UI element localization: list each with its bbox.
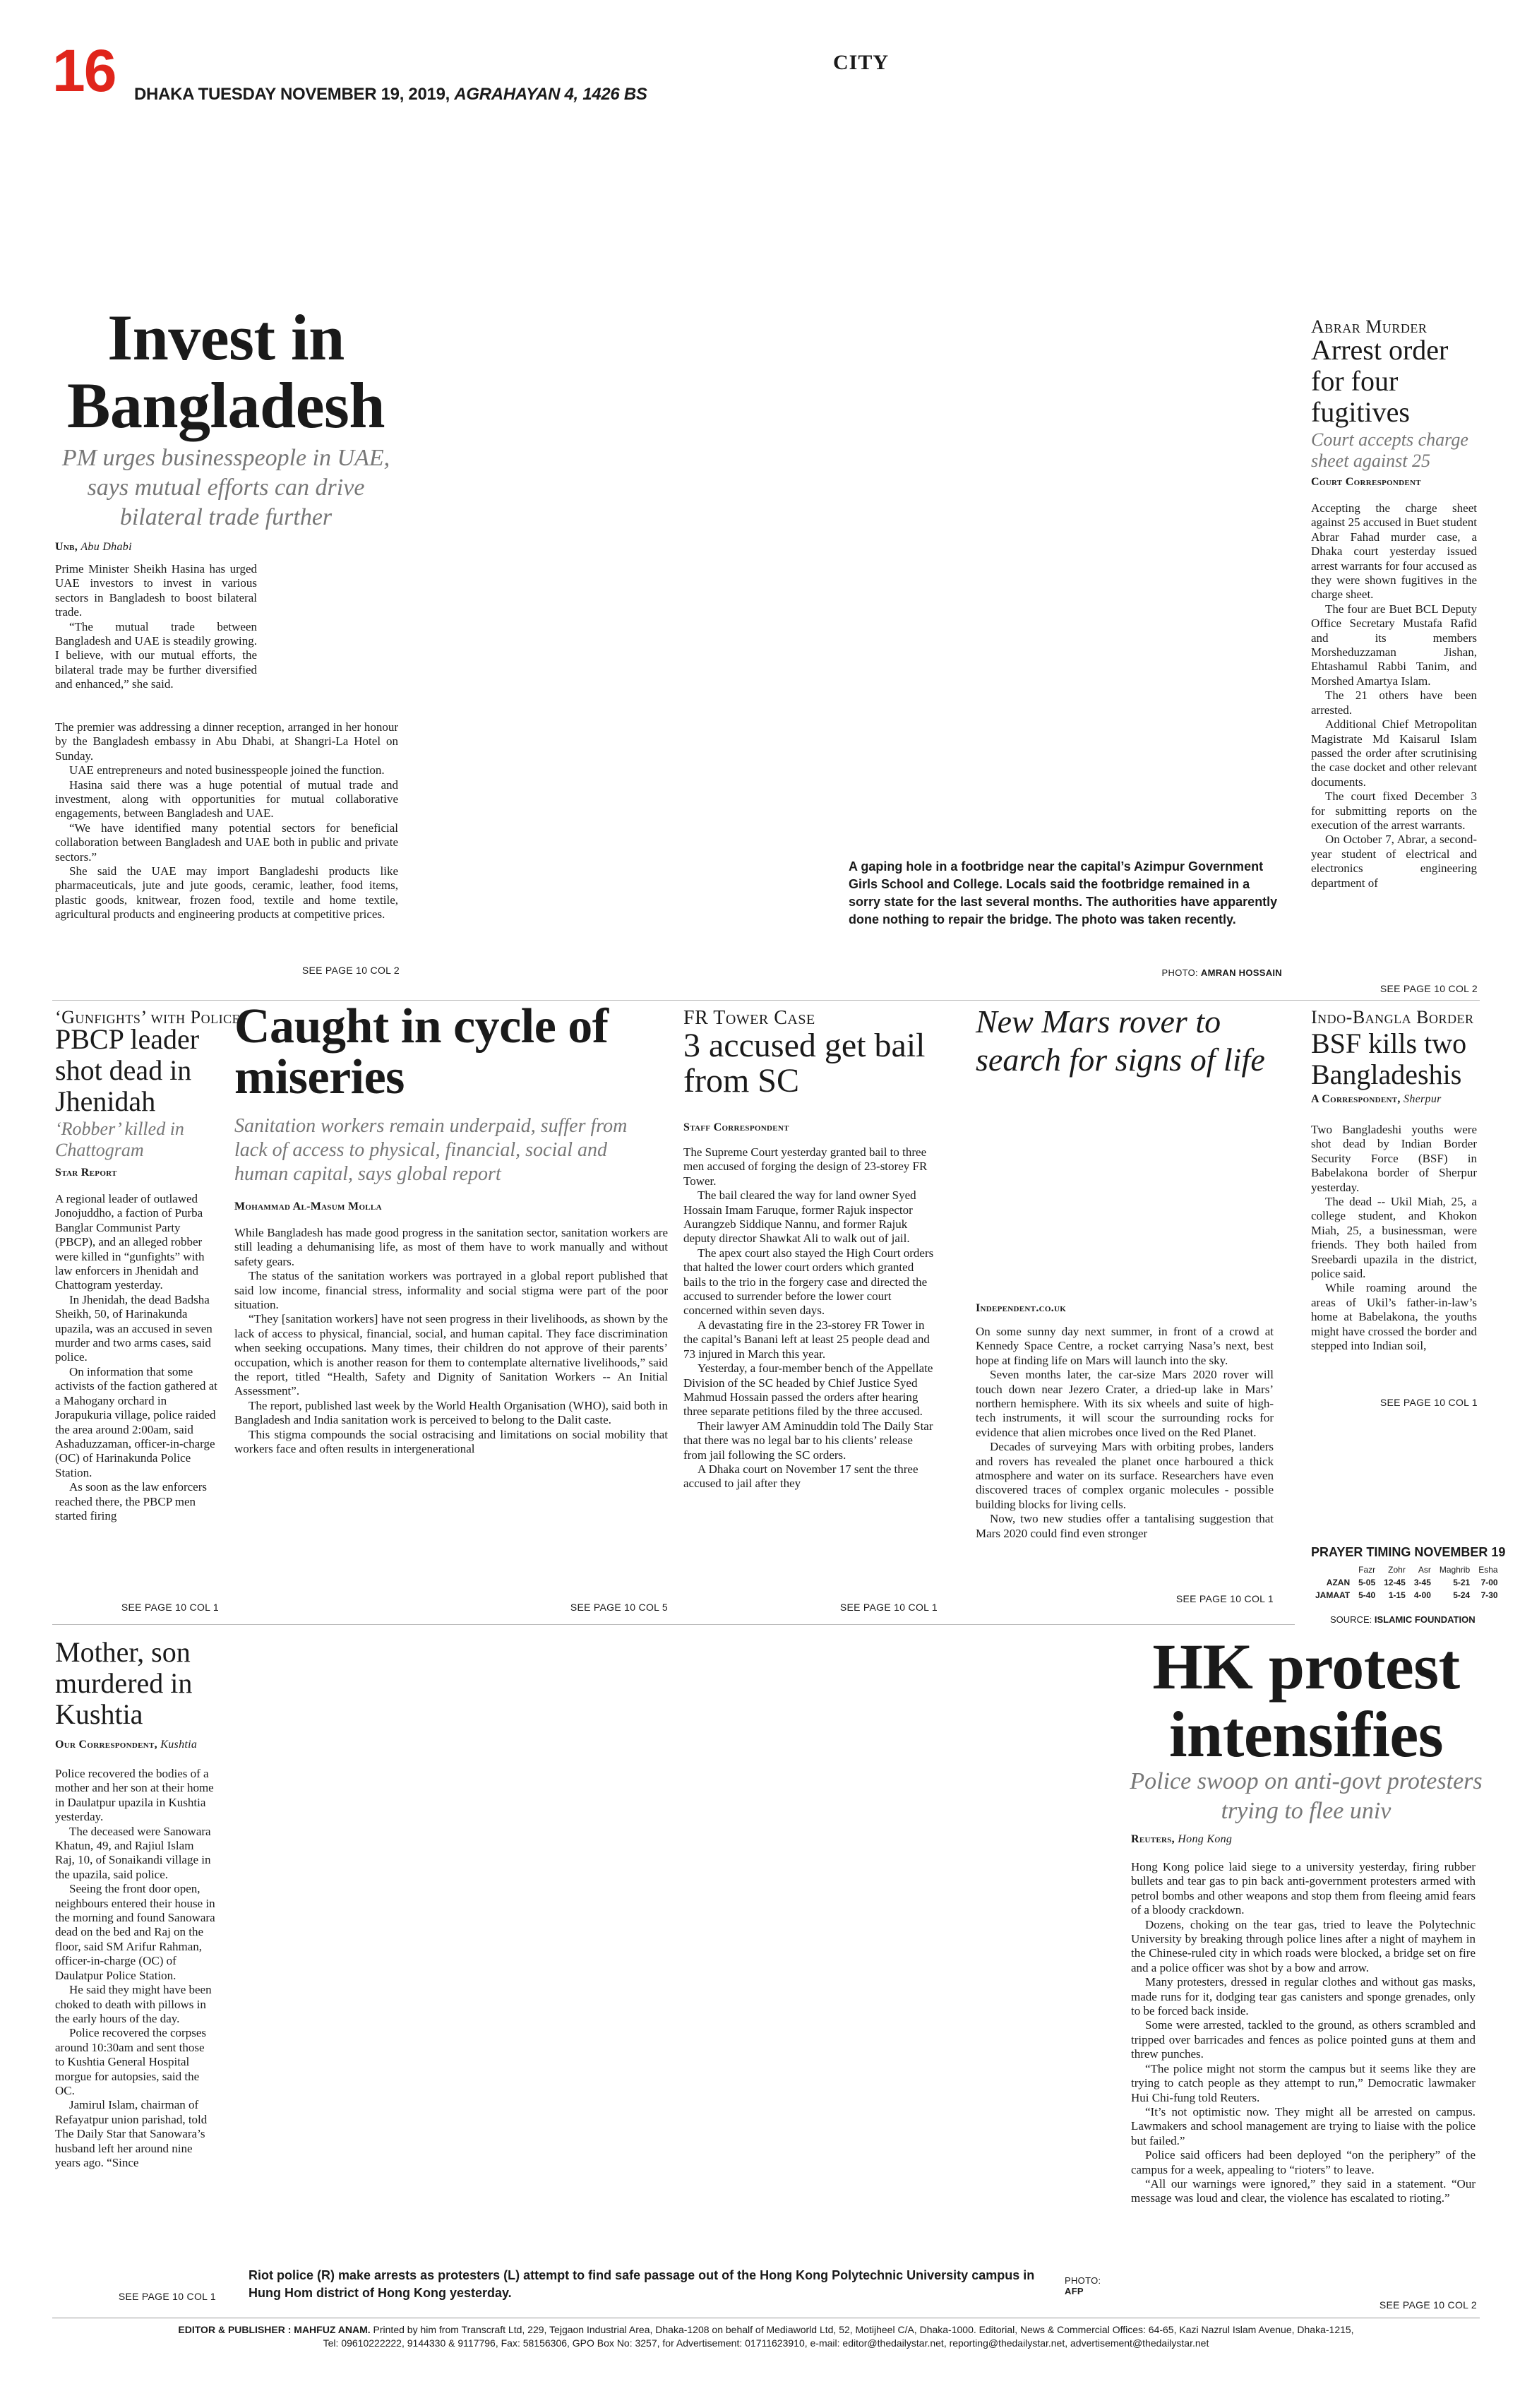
photo-credit-name: AFP — [1065, 2286, 1084, 2296]
sanitation-paragraph: “They [sanitation workers] have not seen progress in their livelihoods, as shown by the lack of access to physical, financial, social, and human capital. They face discrimination when seeking occupations. Many times, their children do not approve of their parents’ occupation, which is another reason for them to contemplate alternative livelihoods,” said the report, titled “Health, Safety and Dignity of Sanitation Workers -- An Initial Assessment”. — [234, 1312, 668, 1398]
hk-jump-line[interactable]: SEE PAGE 10 COL 2 — [1379, 2299, 1477, 2311]
invest-headline — [49, 304, 402, 439]
sanitation-jump-line[interactable]: SEE PAGE 10 COL 5 — [570, 1602, 668, 1613]
sanitation-headline: Caught in cycle of miseries — [234, 999, 609, 1104]
fr-tower-byline: Staff Correspondent — [683, 1121, 789, 1133]
prayer-cell: 5-24 — [1453, 1590, 1471, 1600]
invest-paragraph: “We have identified many potential sectors for beneficial collaboration between Bangladesh and UAE both in public and private sectors.” — [55, 821, 398, 864]
footbridge-photo-credit — [1115, 967, 1282, 978]
hk-paragraph: Hong Kong police laid siege to a university yesterday, firing rubber bullets and tear gas to pin back anti-government protesters armed with petrol bombs and other weapons and stop them from fleeing amid fears of a bloody crackdown. — [1131, 1860, 1476, 1917]
sanitation-paragraph: The status of the sanitation workers was portrayed in a global report published that said low income, financial stress, informality and social stigma were part of the poor situation. — [234, 1269, 668, 1312]
mars-paragraph: On some sunny day next summer, in front of a crowd at Kennedy Space Centre, a rocket carrying Nasa’s next, best hope at finding life on Mars will launch into the sky. — [976, 1325, 1274, 1367]
abrar-paragraph: Additional Chief Metropolitan Magistrate Md Kaisarul Islam passed the order after scrutinising the case docket and other relevant documents. — [1311, 717, 1477, 789]
fr-tower-jump-line[interactable]: SEE PAGE 10 COL 1 — [839, 1602, 938, 1613]
footer-line-1 — [52, 2323, 1480, 2337]
prayer-title: PRAYER TIMING NOVEMBER 19 — [1311, 1545, 1506, 1559]
dateline-date: DHAKA TUESDAY NOVEMBER 19, 2019, — [134, 85, 450, 104]
prayer-table — [1311, 1563, 1502, 1602]
bsf-paragraph: While roaming around the areas of Ukil’s father-in-law’s home at Babelakona, the youths might have crossed the border and stepped into Indian soil, — [1311, 1281, 1477, 1353]
pbcp-jump-line[interactable]: SEE PAGE 10 COL 1 — [121, 1602, 219, 1613]
invest-body-col1 — [55, 562, 257, 719]
mars-paragraph: Now, two new studies offer a tantalising suggestion that Mars 2020 could find even stronger — [976, 1512, 1274, 1540]
mars-body — [976, 1325, 1274, 1599]
pbcp-paragraph: A regional leader of outlawed Jonojuddho, a faction of Purba Banglar Communist Party (PBCP), and an alleged robber were killed in “gunfights” with law enforcers in Jhenidah and Chattogram yesterday. — [55, 1192, 205, 1292]
hk-protest-image — [240, 1638, 1130, 2260]
prayer-cell: 7-00 — [1480, 1578, 1498, 1587]
hk-byline-location: Hong Kong — [1178, 1833, 1233, 1845]
dateline-bangla: AGRAHAYAN 4, 1426 BS — [454, 85, 647, 104]
fr-tower-paragraph: The apex court also stayed the High Court orders that halted the lower court orders which granted bails to the trio in the forgery case and directed the accused to surrender before the lower court concerned within seven days. — [683, 1246, 934, 1318]
prayer-cell: 7-30 — [1480, 1590, 1498, 1600]
pbcp-paragraph: In Jhenidah, the dead Badsha Sheikh, 50, of Harinakunda upazila, was an accused in seven murder and two arms cases, said police. — [55, 1292, 213, 1364]
mars-paragraph: Seven months later, the car-size Mars 2020 rover will touch down near Jezero Crater, a dried-up lake in Mars’ northern hemisphere. With its six wheels and suite of high-tech instruments, it will scour the surrounding rocks for evidence that alien microbes once lived on the Red Planet. — [976, 1368, 1274, 1439]
prayer-cell: 1-15 — [1388, 1590, 1406, 1600]
mars-byline: Independent.co.uk — [976, 1302, 1067, 1314]
hk-paragraph: Some were arrested, tackled to the ground, as others scrambled and tripped over barricades and fences as police pointed guns at them and threw punches. — [1131, 2018, 1476, 2061]
page-number: 16 — [52, 37, 116, 104]
bsf-byline-location: Sherpur — [1404, 1093, 1442, 1105]
pbcp-paragraph: On information that some activists of the faction gathered at a Mahogany orchard in Jorapukuria village, police raided the area around 2:00am, said Ashaduzzaman, officer-in-charge (OC) of Harinakunda Police Station. — [55, 1364, 217, 1479]
footer-imprint — [52, 2323, 1480, 2350]
invest-headline-line-1: Invest in — [107, 302, 345, 374]
section-name: CITY — [833, 51, 890, 74]
pbcp-deck: ‘Robber’ killed in Chattogram — [55, 1119, 184, 1160]
hk-body — [1131, 1860, 1476, 2296]
bsf-paragraph: The dead -- Ukil Miah, 25, a college student, and Khokon Miah, 25, a businessman, were friends. They both hailed from Sreebardi upazila in the district, police said. — [1311, 1195, 1477, 1281]
abrar-byline: Court Correspondent — [1311, 476, 1421, 488]
kushtia-paragraph: The deceased were Sanowara Khatun, 49, and Rajiul Islam Raj, 10, of Sonaikandi village in the upazila, said police. — [55, 1824, 211, 1881]
prayer-col-header: Esha — [1478, 1565, 1498, 1575]
sanitation-paragraph: This stigma compounds the social ostracising and limitations on social mobility that workers face and often results in intergenerational — [234, 1427, 668, 1456]
fr-tower-headline: 3 accused get bail from SC — [683, 1027, 926, 1099]
hk-paragraph: Dozens, choking on the tear gas, tried to leave the Polytechnic University by breaking through police lines after a night of mayhem in the Chinese-ruled city in which roads were blocked, a bridge set on fire and a police officer was shot by a bow and arrow. — [1131, 1917, 1476, 1974]
hk-paragraph: Many protesters, dressed in regular clothes and without gas masks, made runs for it, dodging tear gas canisters and sponge grenades, only to be forced back inside. — [1131, 1975, 1476, 2018]
prayer-cell: AZAN — [1326, 1578, 1351, 1587]
kushtia-byline-location: Kushtia — [160, 1739, 198, 1751]
prayer-header-row — [1311, 1563, 1502, 1576]
hk-headline-line-1: HK protest — [1152, 1631, 1460, 1703]
invest-paragraph: “The mutual trade between Bangladesh and UAE is steadily growing. I believe, with our mutual efforts, the bilateral trade may be further diversified and enhanced,” she said. — [55, 619, 257, 691]
prayer-col-header — [1311, 1563, 1354, 1576]
abrar-headline: Arrest order for four fugitives — [1311, 334, 1449, 428]
kushtia-paragraph: Police recovered the bodies of a mother and her son at their home in Daulatpur upazila in Kushtia yesterday. — [55, 1767, 214, 1824]
prayer-cell: 5-21 — [1453, 1578, 1471, 1587]
hk-paragraph: “All our warnings were ignored,” they said in a statement. “Our message was loud and clear, the violence has escalated to rioting.” — [1131, 2176, 1476, 2205]
bsf-jump-line[interactable]: SEE PAGE 10 COL 1 — [1380, 1397, 1478, 1408]
bsf-paragraph: Two Bangladeshi youths were shot dead by Indian Border Security Force (BSF) in Babelakona border of Sherpur yesterday. — [1311, 1123, 1477, 1194]
abrar-paragraph: On October 7, Abrar, a second-year student of electrical and electronics engineering department of — [1311, 833, 1477, 890]
invest-paragraph: Hasina said there was a huge potential of mutual trade and investment, along with opportunities for mutual collaborative engagements, between Bangladesh and UAE. — [55, 777, 398, 821]
prayer-cell: 5-05 — [1358, 1578, 1376, 1587]
fr-tower-kicker: FR Tower Case — [683, 1007, 815, 1029]
prayer-cell: 12-45 — [1384, 1578, 1406, 1587]
abrar-kicker: Abrar Murder — [1311, 316, 1428, 337]
invest-headline-line-2: Bangladesh — [66, 369, 385, 441]
photo-credit-label: PHOTO: — [1161, 967, 1198, 978]
prayer-source-label: SOURCE: — [1330, 1614, 1372, 1625]
section-divider — [52, 1624, 1295, 1625]
bsf-kicker: Indo-Bangla Border — [1311, 1007, 1474, 1027]
pbcp-headline: PBCP leader shot dead in Jhenidah — [55, 1023, 200, 1117]
hk-photo-caption: Riot police (R) make arrests as protesters (L) attempt to find safe passage out of the Hong Kong Polytechnic University campus in Hung Hom district of Hong Kong yesterday. — [249, 2268, 1035, 2300]
fr-tower-paragraph: Yesterday, a four-member bench of the Appellate Division of the SC headed by Chief Justice Syed Mahmud Hossain passed the orders after hearing three separate petitions filed by the three accused. — [683, 1361, 933, 1419]
invest-paragraph: Prime Minister Sheikh Hasina has urged UAE investors to invest in various sectors in Bangladesh to boost bilateral trade. — [55, 562, 257, 619]
bsf-byline-name: A Correspondent, — [1311, 1093, 1401, 1105]
kushtia-body — [55, 1767, 216, 2288]
invest-jump-line[interactable]: SEE PAGE 10 COL 2 — [301, 965, 400, 976]
fr-tower-paragraph: A devastating fire in the 23-storey FR Tower in the capital’s Banani left at least 25 people dead and 73 injured in March this year. — [683, 1318, 930, 1361]
mars-jump-line[interactable]: SEE PAGE 10 COL 1 — [1175, 1593, 1274, 1604]
footer-contacts: Tel: 09610222222, 9144330 & 9117796, Fax: 58156306, GPO Box No: 3257, for Advertisement: 01711623910, e-mail: editor@thedailystar.net, reporting@thedailystar.net, advertisement@thedailystar.net — [323, 2337, 1209, 2349]
fr-tower-body — [683, 1145, 938, 1599]
kushtia-paragraph: Police recovered the corpses around 10:30am and sent those to Kushtia General Hospital morgue for autopsies, said the OC. — [55, 2026, 206, 2097]
fr-tower-paragraph: The bail cleared the way for land owner Syed Hossain Imam Faruque, former Rajuk inspector Aurangzeb Siddique Nannu, and former Rajuk deputy director Shawkat Ali to walk out of jail. — [683, 1188, 916, 1246]
bsf-byline — [1311, 1093, 1442, 1106]
prayer-col-header: Zohr — [1388, 1565, 1406, 1575]
photo-credit-name: AMRAN HOSSAIN — [1200, 967, 1282, 978]
prayer-cell: JAMAAT — [1315, 1590, 1351, 1600]
mars-paragraph: Decades of surveying Mars with orbiting probes, landers and rovers has revealed the planet once harboured a thick atmosphere and water on its surface. Researchers have even discovered traces of complex organic molecules - possible building blocks for living cells. — [976, 1440, 1274, 1511]
abrar-jump-line[interactable]: SEE PAGE 10 COL 2 — [1380, 983, 1478, 994]
fr-tower-paragraph: The Supreme Court yesterday granted bail to three men accused of forging the design of 23-storey FR Tower. — [683, 1145, 928, 1188]
prayer-cell: 5-40 — [1358, 1590, 1376, 1600]
bsf-body — [1311, 1123, 1477, 1395]
hk-headline — [1130, 1633, 1483, 1768]
invest-byline — [55, 541, 132, 554]
pbcp-byline: Star Report — [55, 1167, 117, 1179]
prayer-row-jamaat — [1311, 1589, 1502, 1602]
abrar-paragraph: Accepting the charge sheet against 25 accused in Buet student Abrar Fahad murder case, a Dhaka court yesterday issued arrest warrants for four accused as they were shown fugitives in the charge sheet. — [1311, 501, 1477, 602]
hk-photo-credit — [1065, 2275, 1107, 2296]
kushtia-jump-line[interactable]: SEE PAGE 10 COL 1 — [118, 2291, 216, 2302]
kushtia-paragraph: Seeing the front door open, neighbours entered their house in the morning and found Sanowara dead on the bed and Raj on the floor, said SM Arifur Rahman, officer-in-charge (OC) of Daulatpur Police Station. — [55, 1882, 215, 1982]
prayer-source-name: ISLAMIC FOUNDATION — [1374, 1614, 1476, 1625]
pbcp-body — [55, 1192, 219, 1602]
sanitation-paragraph: The report, published last week by the World Health Organisation (WHO), said both in Bangladesh and India sanitation work is perceived to belong to the Dalit caste. — [234, 1398, 668, 1427]
sanitation-paragraph: While Bangladesh has made good progress in the sanitation sector, sanitation workers are still leading a dehumanising life, as most of them have to work manually and without safety gears. — [234, 1226, 668, 1268]
invest-body-wide — [55, 720, 398, 962]
invest-paragraph: UAE entrepreneurs and noted businesspeople joined the function. — [69, 763, 385, 777]
prayer-col-header: Maghrib — [1439, 1565, 1471, 1575]
dateline — [134, 85, 647, 105]
prayer-cell: 3-45 — [1413, 1578, 1431, 1587]
hk-byline-agency: Reuters, — [1131, 1833, 1175, 1845]
abrar-paragraph: The court fixed December 3 for submitting reports on the execution of the arrest warrants. — [1311, 789, 1477, 832]
kushtia-byline — [55, 1739, 197, 1751]
footbridge-caption: A gaping hole in a footbridge near the capital’s Azimpur Government Girls School and College. Locals said the footbridge remained in a sorry state for the last several months. The authorities have apparently done nothing to repair the bridge. The photo was taken recently. — [849, 859, 1278, 926]
footbridge-image — [424, 290, 1281, 847]
sanitation-body — [234, 1226, 668, 1600]
prayer-row-azan — [1311, 1576, 1502, 1589]
hk-paragraph: “The police might not storm the campus but it seems like they are trying to catch people as they attempt to run,” Democratic lawmaker Hui Chi-fung told Reuters. — [1131, 2061, 1476, 2104]
hk-deck: Police swoop on anti-govt protesters trying to flee univ — [1130, 1768, 1483, 1824]
bsf-headline: BSF kills two Bangladeshis — [1311, 1027, 1467, 1090]
invest-paragraph: She said the UAE may import Bangladeshi products like pharmaceuticals, jute and jute goods, ceramic, leather, food items, plastic goods, knitwear, frozen food, textile and home textile, agricultural products and engineering products at competitive prices. — [55, 864, 398, 922]
prayer-source — [1330, 1614, 1476, 1625]
prayer-col-header: Fazr — [1358, 1565, 1376, 1575]
prayer-col-header: Asr — [1418, 1565, 1431, 1575]
invest-deck: PM urges businesspeople in UAE, says mutual efforts can drive bilateral trade further — [61, 445, 390, 530]
footer-editor-label: EDITOR & PUBLISHER : MAHFUZ ANAM. — [178, 2324, 371, 2335]
pbcp-paragraph: As soon as the law enforcers reached there, the PBCP men started firing — [55, 1480, 207, 1522]
prayer-cell: 4-00 — [1413, 1590, 1431, 1600]
pbcp-kicker: ‘Gunfights’ with Police — [55, 1007, 241, 1027]
abrar-paragraph: The four are Buet BCL Deputy Office Secretary Mustafa Rafid and its members Morsheduzzaman Jishan, Ehtashamul Rabbi Tanim, and Morshed Amartya Islam. — [1311, 602, 1477, 688]
hk-byline — [1131, 1833, 1232, 1846]
sanitation-deck: Sanitation workers remain underpaid, suffer from lack of access to physical, financial, social and human capital, says global report — [234, 1115, 628, 1185]
hk-paragraph: Police said officers had been deployed “on the periphery” of the campus for a week, appealing to “rioters” to leave. — [1131, 2148, 1476, 2176]
fr-tower-paragraph: Their lawyer AM Aminuddin told The Daily Star that there was no legal bar to his clients’ release from jail following the SC orders. — [683, 1419, 933, 1462]
mars-headline: New Mars rover to search for signs of life — [976, 1003, 1265, 1078]
abrar-body — [1311, 501, 1477, 979]
footer-address: Printed by him from Transcraft Ltd, 229, Tejgaon Industrial Area, Dhaka-1208 on behalf of Mediaworld Ltd, 52, Motijheel C/A, Dhaka-1000. Editorial, News & Commercial Offices: 64-65, Kazi Nazrul Islam Avenue, Dhaka-1215, — [373, 2324, 1354, 2335]
kushtia-paragraph: Jamirul Islam, chairman of Refayatpur union parishad, told The Daily Star that Sanowara’s husband left her around nine years ago. “Since — [55, 2098, 208, 2169]
abrar-paragraph: The 21 others have been arrested. — [1311, 689, 1477, 717]
fr-tower-paragraph: A Dhaka court on November 17 sent the three accused to jail after they — [683, 1462, 918, 1491]
kushtia-paragraph: He said they might have been choked to death with pillows in the early hours of the day. — [55, 1983, 212, 2025]
kushtia-headline: Mother, son murdered in Kushtia — [55, 1636, 193, 1730]
sanitation-byline: Mohammad Al-Masum Molla — [234, 1200, 382, 1212]
invest-paragraph: The premier was addressing a dinner reception, arranged in her honour by the Bangladesh embassy in Abu Dhabi, at Shangri-La Hotel on Sunday. — [55, 720, 398, 763]
kushtia-byline-name: Our Correspondent, — [55, 1739, 157, 1751]
hk-headline-line-2: intensifies — [1168, 1698, 1444, 1770]
invest-byline-agency: Unb, — [55, 541, 78, 553]
invest-byline-location: Abu Dhabi — [80, 541, 132, 553]
hk-paragraph: “It’s not optimistic now. They might all be arrested on campus. Lawmakers and school management are trying to liaise with the police but failed.” — [1131, 2104, 1476, 2147]
abrar-deck: Court accepts charge sheet against 25 — [1311, 429, 1468, 471]
photo-credit-label: PHOTO: — [1065, 2275, 1101, 2286]
